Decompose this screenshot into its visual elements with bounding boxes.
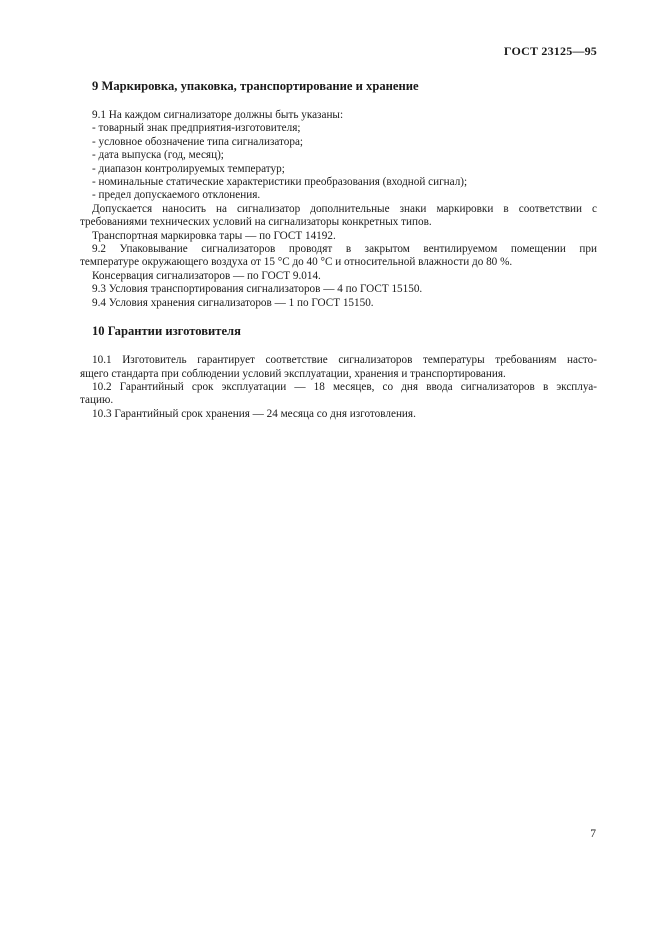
paragraph-10-2-line-2: тацию. xyxy=(80,394,114,407)
paragraph-10-3: 10.3 Гарантийный срок хранения — 24 месяца со дня изготовления. xyxy=(92,407,416,420)
list-item: - диапазон контролируемых температур; xyxy=(92,162,285,175)
page-number: 7 xyxy=(590,828,596,840)
section-9-body xyxy=(80,109,597,310)
paragraph-9-2-line-2: температуре окружающего воздуха от 15 °С до 40 °С и относительной влажности до 80 %. xyxy=(80,256,513,269)
paragraph-10-2-line-1: 10.2 Гарантийный срок эксплуатации — 18 месяцев, со дня ввода сигнализаторов в эксплуа- xyxy=(92,380,597,393)
paragraph-9-4: 9.4 Условия хранения сигнализаторов — 1 по ГОСТ 15150. xyxy=(92,296,374,309)
list-item: - дата выпуска (год, месяц); xyxy=(92,149,224,162)
list-item: - предел допускаемого отклонения. xyxy=(92,189,261,202)
paragraph-10-1-line-1: 10.1 Изготовитель гарантирует соответствие сигнализаторов температуры требованиям насто- xyxy=(92,354,597,367)
document-code: ГОСТ 23125—95 xyxy=(503,44,597,58)
marking-list xyxy=(80,122,597,202)
list-item: - номинальные статические характеристики преобразования (входной сигнал); xyxy=(92,176,468,189)
paragraph-10-1-line-2: ящего стандарта при соблюдении условий эксплуатации, хранения и транспортирования. xyxy=(80,367,506,380)
page-content xyxy=(80,79,597,421)
paragraph-9-2-line-1: 9.2 Упаковывание сигнализаторов проводят в закрытом вентилируемом помещении при xyxy=(92,243,597,256)
paragraph-transport-marking: Транспортная маркировка тары — по ГОСТ 14192. xyxy=(92,229,336,242)
paragraph-9-3: 9.3 Условия транспортирования сигнализаторов — 4 по ГОСТ 15150. xyxy=(92,283,423,296)
section-10-body xyxy=(80,354,597,421)
paragraph-conservation: Консервация сигнализаторов — по ГОСТ 9.014. xyxy=(92,269,321,282)
list-item: - условное обозначение типа сигнализатора; xyxy=(92,135,304,148)
section-10-title: 10 Гарантии изготовителя xyxy=(92,324,241,339)
paragraph-additional-marking-line-1: Допускается наносить на сигнализатор дополнительные знаки маркировки в соответствии с xyxy=(92,202,597,215)
list-item: - товарный знак предприятия-изготовителя; xyxy=(92,122,301,135)
paragraph-9-1-intro: 9.1 На каждом сигнализаторе должны быть указаны: xyxy=(92,109,344,121)
section-9-title: 9 Маркировка, упаковка, транспортирование и хранение xyxy=(92,79,419,93)
paragraph-additional-marking-line-2: требованиями технических условий на сигнализаторы конкретных типов. xyxy=(80,216,432,229)
